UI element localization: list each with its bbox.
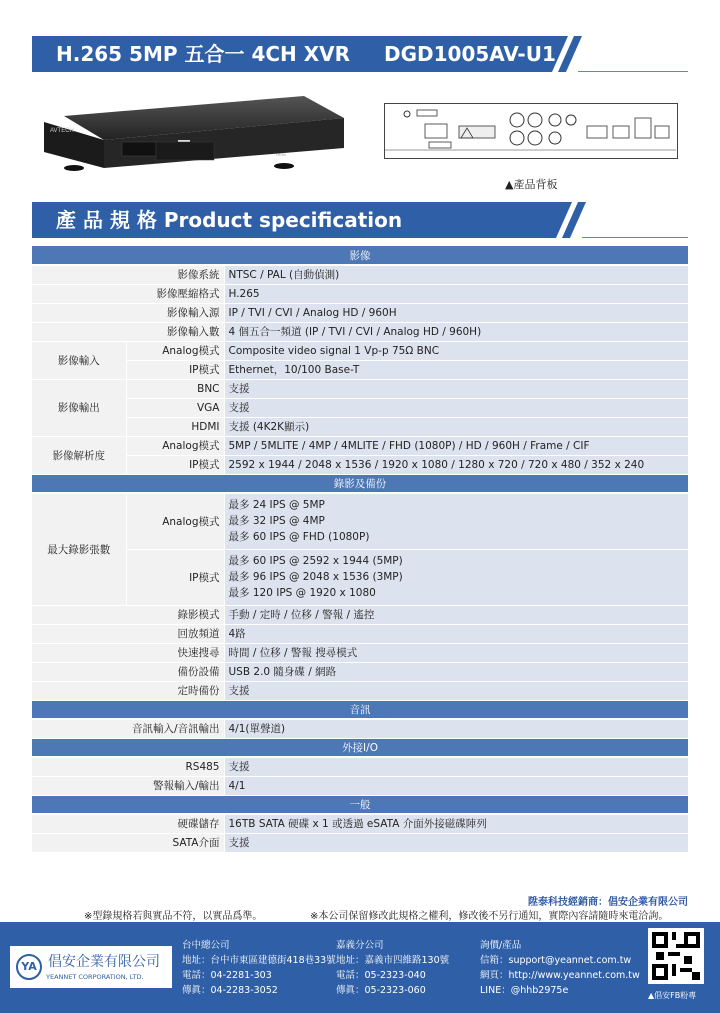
value-line: 最多 120 IPS @ 1920 x 1080	[228, 587, 376, 599]
table-row	[32, 436, 688, 455]
row-value: 支援	[224, 681, 688, 700]
row-label: 定時備份	[32, 681, 224, 700]
row-label: RS485	[32, 757, 224, 776]
contact-line: LINE：@hhb2975e	[480, 985, 569, 996]
section-row	[32, 474, 688, 493]
hq-address: 地址：台中市東區建德街418巷33號	[182, 955, 336, 966]
row-label: 備份設備	[32, 662, 224, 681]
section-record: 錄影及備份	[32, 474, 688, 493]
section-io: 外接I/O	[32, 738, 688, 757]
contact-web[interactable]: 網頁：http://www.yeannet.com.tw	[480, 970, 640, 981]
table-row	[32, 303, 688, 322]
chiayi-tel: 電話：05-2323-040	[336, 970, 426, 981]
table-row	[32, 398, 688, 417]
company-logo	[10, 946, 172, 988]
dvr-brand-text: AVTECH	[50, 128, 74, 134]
row-value: 手動 / 定時 / 位移 / 警報 / 遙控	[224, 605, 688, 624]
section-row	[32, 795, 688, 814]
table-row	[32, 605, 688, 624]
value-line: 最多 96 IPS @ 2048 x 1536 (3MP)	[228, 571, 403, 583]
rear-panel-caption: ▲產品背板	[505, 178, 558, 191]
table-row	[32, 284, 688, 303]
table-row	[32, 322, 688, 341]
rear-panel-image	[384, 103, 678, 159]
group-label: 影像輸入	[32, 341, 126, 379]
group-label: 影像解析度	[32, 436, 126, 474]
chiayi-address: 地址：嘉義市四維路130號	[336, 955, 450, 966]
row-value: 支援	[224, 398, 688, 417]
row-label: 警報輸入/輸出	[32, 776, 224, 795]
sub-label: Analog模式	[126, 436, 224, 455]
row-label: 影像輸入源	[32, 303, 224, 322]
dvr-front-image	[44, 96, 344, 186]
row-value: Composite video signal 1 Vp-p 75Ω BNC	[224, 341, 688, 360]
chiayi-fax: 傳眞：05-2323-060	[336, 985, 426, 996]
group-label: 影像輸出	[32, 379, 126, 436]
table-row	[32, 833, 688, 852]
chiayi-contact	[336, 938, 449, 998]
row-value: H.265	[224, 284, 688, 303]
company-name-en: YEANNET CORPORATION, LTD.	[46, 973, 144, 981]
row-label: 影像壓縮格式	[32, 284, 224, 303]
row-value: 4/1	[224, 776, 688, 795]
table-row	[32, 379, 688, 398]
row-value: 5MP / 5MLITE / 4MP / 4MLITE / FHD (1080P) / HD / 960H / Frame / CIF	[224, 436, 688, 455]
hq-title: 台中總公司	[182, 940, 230, 951]
svg-text:HDMI: HDMI	[276, 152, 287, 157]
header-model: DGD1005AV-U1	[384, 42, 556, 66]
row-value: 2592 x 1944 / 2048 x 1536 / 1920 x 1080 / 1280 x 720 / 720 x 480 / 352 x 240	[224, 455, 688, 474]
table-row	[32, 662, 688, 681]
row-label: 錄影模式	[32, 605, 224, 624]
row-value: 支援	[224, 379, 688, 398]
header-band	[0, 36, 720, 72]
sub-label: VGA	[126, 398, 224, 417]
contact-title: 詢價/產品	[480, 940, 522, 951]
disclaimer-note-2: ※本公司保留修改此規格之權利，修改後不另行通知，實際內容請隨時來電洽詢。	[310, 911, 669, 922]
logo-emblem-icon: YA	[16, 954, 42, 980]
section-row	[32, 700, 688, 719]
row-value: 4 個五合一頻道 (IP / TVI / CVI / Analog HD / 960H)	[224, 322, 688, 341]
header-title: H.265 5MP 五合一 4CH XVR	[56, 42, 351, 66]
table-row	[32, 757, 688, 776]
value-line: 最多 24 IPS @ 5MP	[228, 499, 325, 512]
spec-header-band	[0, 202, 720, 238]
table-row	[32, 493, 688, 549]
sub-label: Analog模式	[126, 341, 224, 360]
hq-tel: 電話：04-2281-303	[182, 970, 272, 981]
group-label: 最大錄影張數	[32, 493, 126, 605]
row-label: 快速搜尋	[32, 643, 224, 662]
row-value: 支援 (4K2K顯示)	[224, 417, 688, 436]
sub-label: IP模式	[126, 455, 224, 474]
row-value: Ethernet，10/100 Base-T	[224, 360, 688, 379]
value-line: 最多 60 IPS @ 2592 x 1944 (5MP)	[228, 555, 403, 567]
table-row	[32, 814, 688, 833]
row-value: 16TB SATA 硬碟 x 1 或透過 eSATA 介面外接磁碟陣列	[224, 814, 688, 833]
section-general: 一般	[32, 795, 688, 814]
row-label: 影像輸入數	[32, 322, 224, 341]
table-row	[32, 776, 688, 795]
hq-contact	[182, 938, 336, 998]
spec-header-title: 產 品 規 格 Product specification	[56, 208, 403, 232]
table-row	[32, 265, 688, 284]
company-name: 倡安企業有限公司	[48, 954, 160, 970]
table-row	[32, 624, 688, 643]
table-row	[32, 549, 688, 605]
online-contact	[480, 938, 640, 998]
row-value: 時間 / 位移 / 警報 搜尋模式	[224, 643, 688, 662]
qr-caption: ▲倡安FB粉專	[648, 991, 697, 1000]
sub-label: BNC	[126, 379, 224, 398]
rear-panel-drawing	[385, 104, 676, 157]
row-value: 4路	[224, 624, 688, 643]
sub-label: IP模式	[126, 549, 224, 605]
section-row	[32, 738, 688, 757]
table-row	[32, 455, 688, 474]
sub-label: HDMI	[126, 417, 224, 436]
table-row	[32, 341, 688, 360]
row-label: 硬碟儲存	[32, 814, 224, 833]
hq-fax: 傳眞：04-2283-3052	[182, 985, 278, 996]
footer	[0, 922, 720, 1013]
row-label: SATA介面	[32, 833, 224, 852]
value-line: 最多 60 IPS @ FHD (1080P)	[228, 531, 370, 544]
row-label: 回放頻道	[32, 624, 224, 643]
row-value: 支援	[224, 833, 688, 852]
table-row	[32, 681, 688, 700]
row-value: 4/1(單聲道)	[224, 719, 688, 738]
row-value: IP / TVI / CVI / Analog HD / 960H	[224, 303, 688, 322]
row-value-multiline	[224, 493, 688, 549]
disclaimer-note-1: ※型錄規格若與實品不符，以實品爲準。	[84, 911, 263, 922]
section-row	[32, 246, 688, 265]
table-row	[32, 719, 688, 738]
chiayi-title: 嘉義分公司	[336, 940, 384, 951]
row-value: NTSC / PAL (自動偵測)	[224, 265, 688, 284]
distributor-note: 陞泰科技經銷商：倡安企業有限公司	[528, 897, 688, 908]
table-row	[32, 417, 688, 436]
table-row	[32, 643, 688, 662]
value-line: 最多 32 IPS @ 4MP	[228, 515, 325, 528]
row-value: 支援	[224, 757, 688, 776]
row-value: USB 2.0 隨身碟 / 網路	[224, 662, 688, 681]
row-label: 影像系統	[32, 265, 224, 284]
row-value-multiline	[224, 549, 688, 605]
contact-email[interactable]: 信箱：support@yeannet.com.tw	[480, 955, 632, 966]
qr-code-graphic	[652, 932, 700, 980]
qr-code-icon[interactable]	[648, 928, 704, 984]
row-label: 音訊輸入/音訊輸出	[32, 719, 224, 738]
section-audio: 音訊	[32, 700, 688, 719]
sub-label: Analog模式	[126, 493, 224, 549]
sub-label: IP模式	[126, 360, 224, 379]
spec-table	[32, 246, 688, 853]
table-row	[32, 360, 688, 379]
section-video: 影像	[32, 246, 688, 265]
